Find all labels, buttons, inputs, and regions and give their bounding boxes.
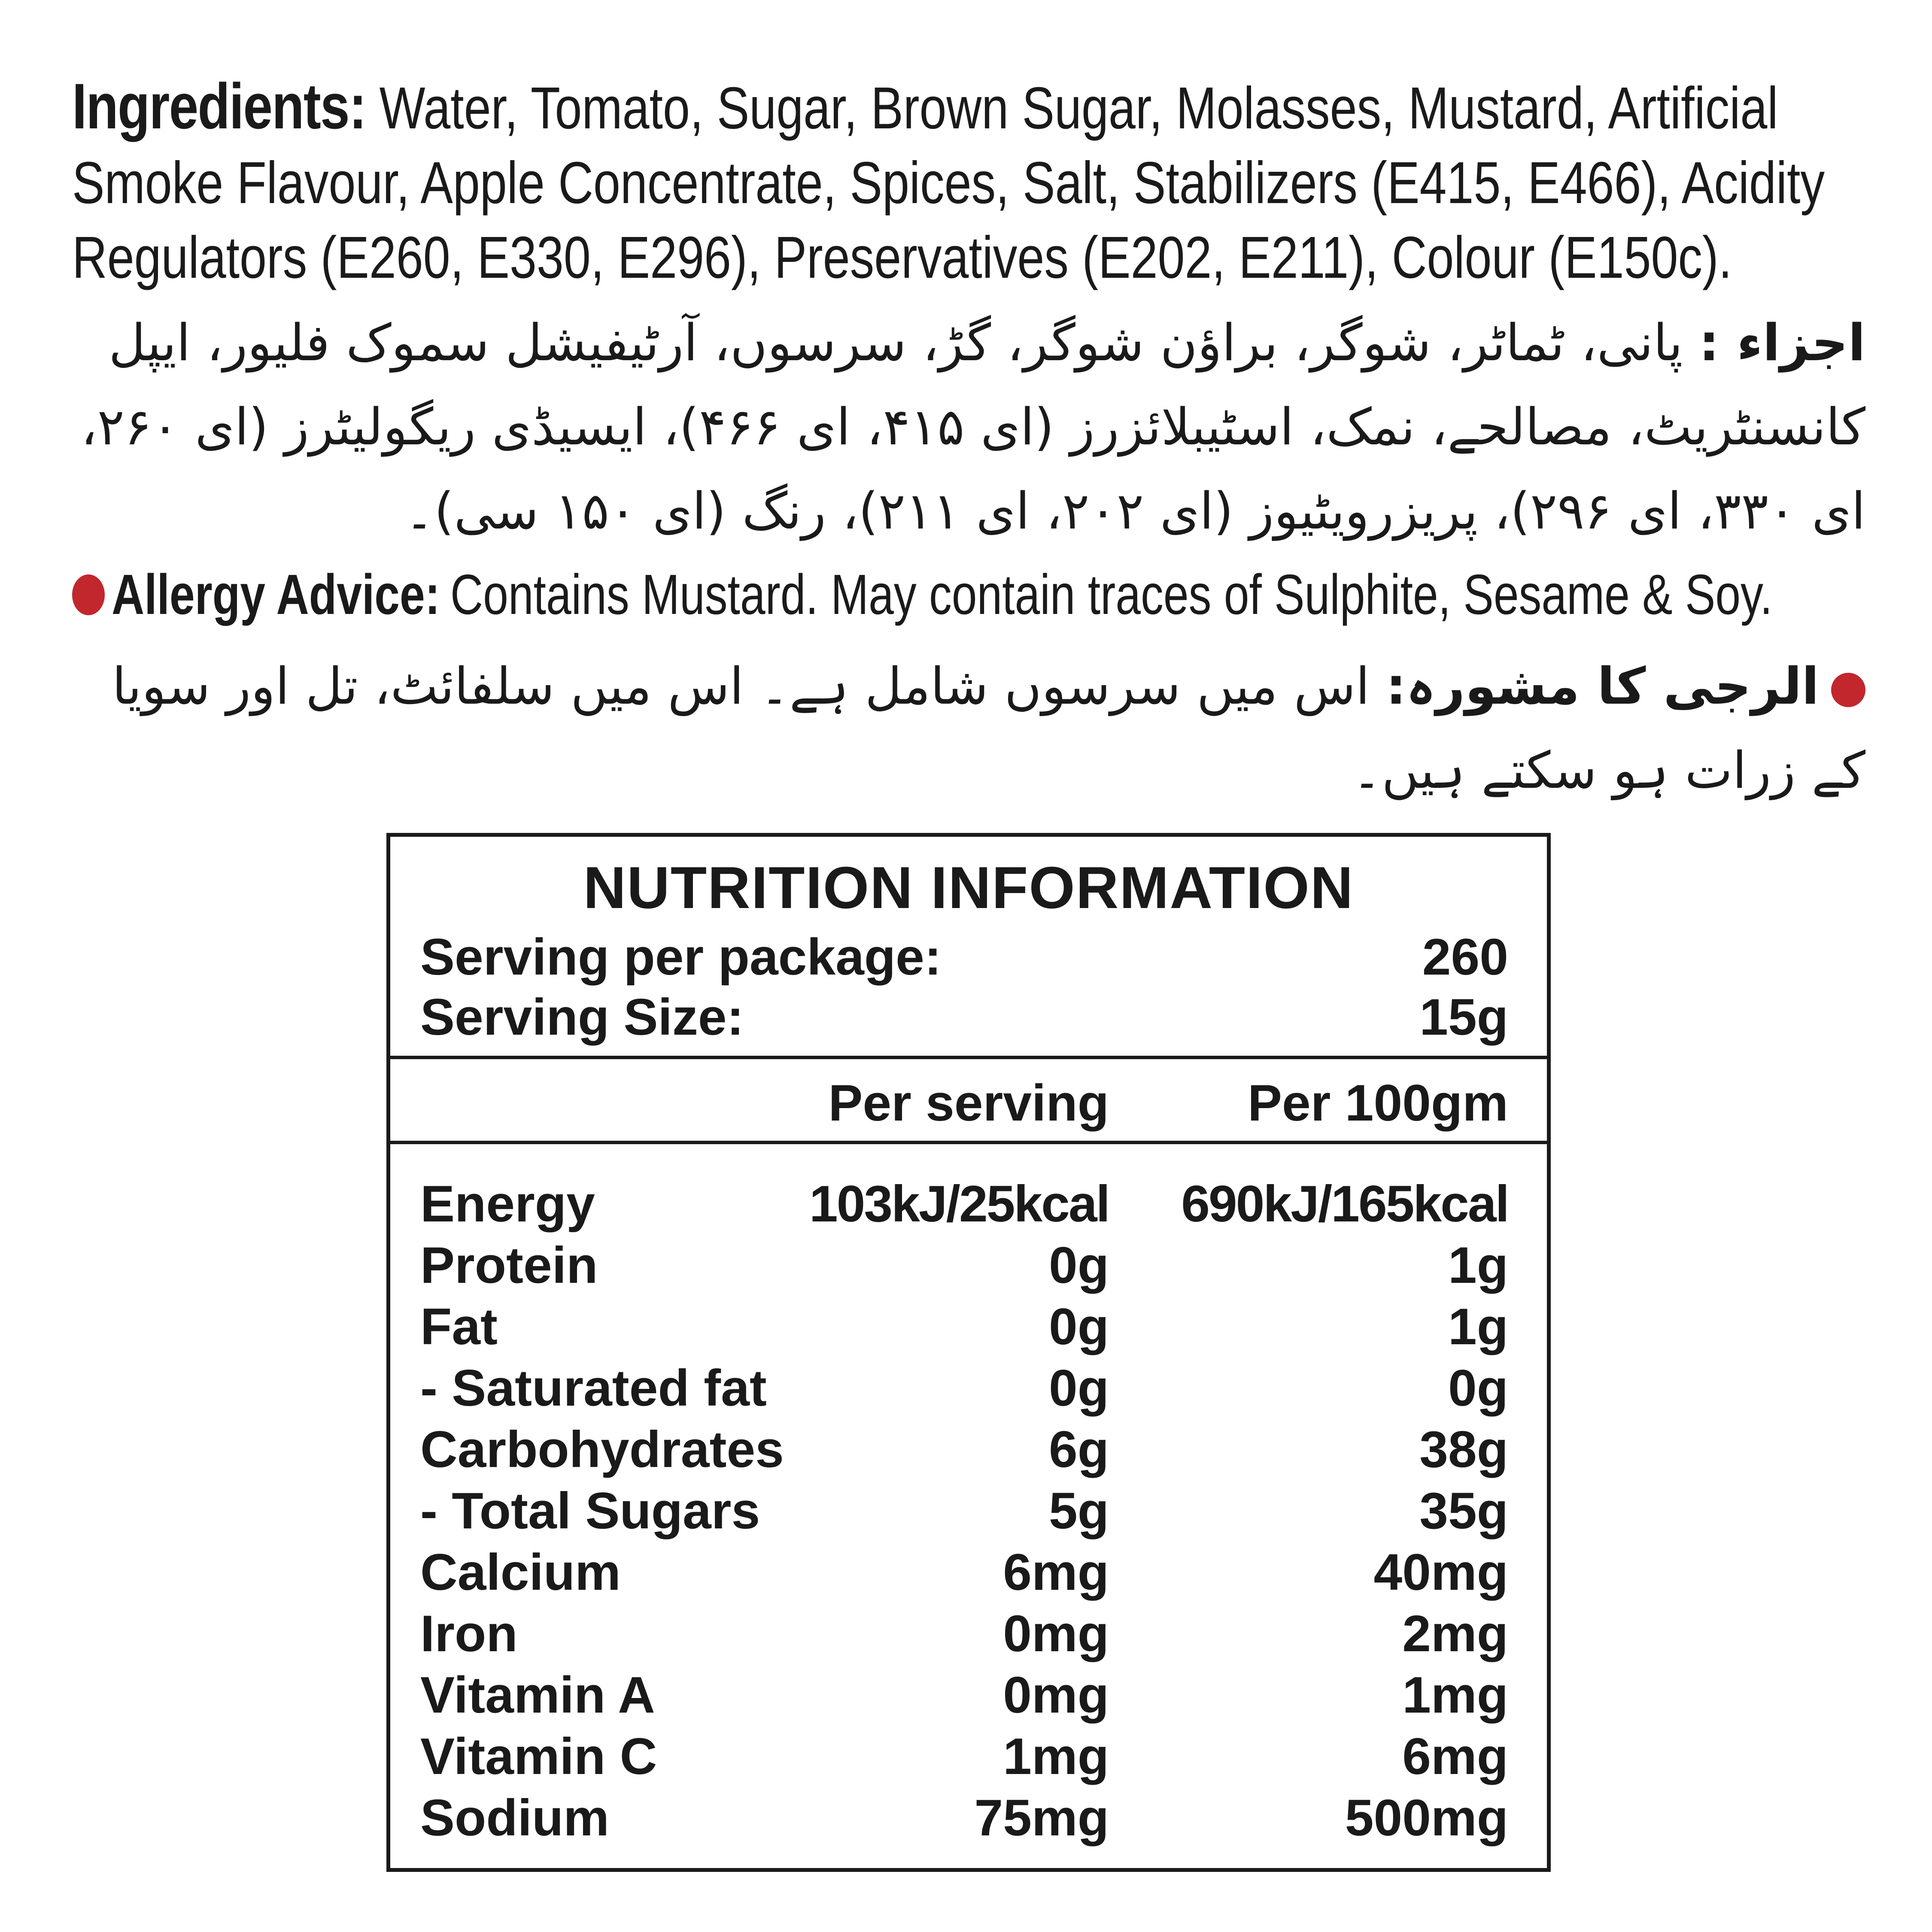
allergy-urdu-text: اس میں سرسوں شامل ہے۔ اس میں سلفائٹ، تل اور سویا کے زرات ہو سکتے ہیں۔ [112,656,1865,800]
nutrient-per-serving: 103kJ/25kcal [809,1175,1109,1233]
nutrient-row [420,1604,1508,1664]
nutrient-per-serving: 0mg [1003,1666,1109,1724]
serving-size-value: 15g [1419,988,1508,1046]
nutrient-per-100gm: 40mg [1373,1543,1508,1601]
nutrient-per-100gm: 0g [1448,1359,1508,1417]
nutrient-row [420,1174,1508,1234]
nutrient-per-100gm: 1g [1448,1236,1508,1294]
nutrient-row [420,1358,1508,1418]
serving-per-package-label: Serving per package: [420,928,942,986]
nutrient-row [420,1542,1508,1602]
divider [390,1056,1547,1059]
nutrient-per-100gm: 35g [1419,1482,1508,1540]
divider [390,1141,1547,1144]
ingredients-english [72,69,1874,295]
nutrition-panel [386,833,1551,1872]
nutrient-per-100gm: 500mg [1345,1789,1508,1847]
column-header-row [420,1073,1508,1133]
nutrition-title: NUTRITION INFORMATION [583,855,1354,921]
ingredients-urdu-text: پانی، ٹماٹر، شوگر، براؤن شوگر، گڑ، سرسوں، آرٹیفیشل سموک فلیور، ایپل کانسنٹریٹ، مصالحے، نمک، اسٹیبلائزرز (ای ۴۱۵، ای ۴۶۶)، ایسیڈی ریگولیٹرز (ای ۲۶۰، ای ۳۳۰، ای ۲۹۶)، پریزرویٹیوز (ای ۲۰۲، ای ۲۱۱)، رنگ (ای ۱۵۰ سی)۔ [81,313,1865,541]
nutrient-name: Calcium [420,1543,621,1601]
nutrient-per-100gm: 38g [1419,1421,1508,1478]
col-header-per-100gm: Per 100gm [1247,1074,1508,1132]
nutrient-name: Sodium [420,1789,609,1847]
allergy-text: Contains Mustard. May contain traces of Sulphite, Sesame & Soy. [450,563,1773,626]
nutrient-per-serving: 0mg [1003,1605,1109,1662]
nutrient-row [420,1481,1508,1541]
nutrient-per-100gm: 1g [1448,1298,1508,1355]
nutrient-per-100gm: 690kJ/165kcal [1181,1175,1508,1233]
serving-per-package-value: 260 [1422,928,1508,986]
ingredients-urdu-heading: اجزاء : [1699,313,1865,372]
ingredients-urdu [71,301,1865,553]
nutrient-row [420,1419,1508,1479]
nutrient-per-serving: 75mg [974,1789,1109,1847]
ingredients-text: Water, Tomato, Sugar, Brown Sugar, Molasses, Mustard, Artificial Smoke Flavour, Apple Concentrate, Spices, Salt, Stabilizers (E415, E466), Acidity Regulators (E260, E330, E296), Preservatives (E202, E211), Colour (E150c). [72,75,1825,291]
nutrient-per-serving: 6mg [1003,1543,1109,1601]
nutrient-row [420,1235,1508,1295]
nutrient-name: Vitamin C [420,1728,657,1785]
nutrient-name: - Saturated fat [420,1359,767,1417]
nutrient-row [420,1788,1508,1848]
nutrient-per-serving: 1mg [1003,1728,1109,1785]
nutrient-per-serving: 6g [1048,1421,1109,1478]
allergy-heading: Allergy Advice: [112,563,440,626]
serving-size-label: Serving Size: [420,988,744,1046]
nutrient-per-100gm: 6mg [1402,1728,1508,1785]
nutrient-name: Iron [420,1605,518,1662]
nutrient-name: Fat [420,1298,498,1355]
nutrient-row [420,1726,1508,1786]
nutrient-name: - Total Sugars [420,1482,760,1540]
allergy-advice-english [72,560,1858,629]
nutrient-per-serving: 0g [1048,1236,1109,1294]
ingredients-heading: Ingredients: [72,70,366,142]
nutrient-per-100gm: 2mg [1402,1605,1508,1662]
nutrient-name: Protein [420,1236,598,1294]
bullet-dot-icon [1831,673,1865,707]
col-header-per-serving: Per serving [828,1074,1109,1132]
allergy-urdu-heading: الرجی کا مشورہ: [1385,656,1819,716]
nutrient-row [420,1297,1508,1357]
nutrient-per-serving: 0g [1048,1298,1109,1355]
nutrient-name: Carbohydrates [420,1421,784,1478]
nutrient-row [420,1665,1508,1725]
serving-size-row [420,987,1508,1047]
allergy-advice-urdu [71,644,1865,812]
bullet-dot-icon [72,574,105,615]
nutrient-name: Vitamin A [420,1666,655,1724]
nutrient-per-serving: 5g [1048,1482,1109,1540]
nutrient-per-serving: 0g [1048,1359,1109,1417]
nutrient-per-100gm: 1mg [1402,1666,1508,1724]
nutrient-name: Energy [420,1175,595,1233]
serving-per-package-row [420,927,1508,987]
